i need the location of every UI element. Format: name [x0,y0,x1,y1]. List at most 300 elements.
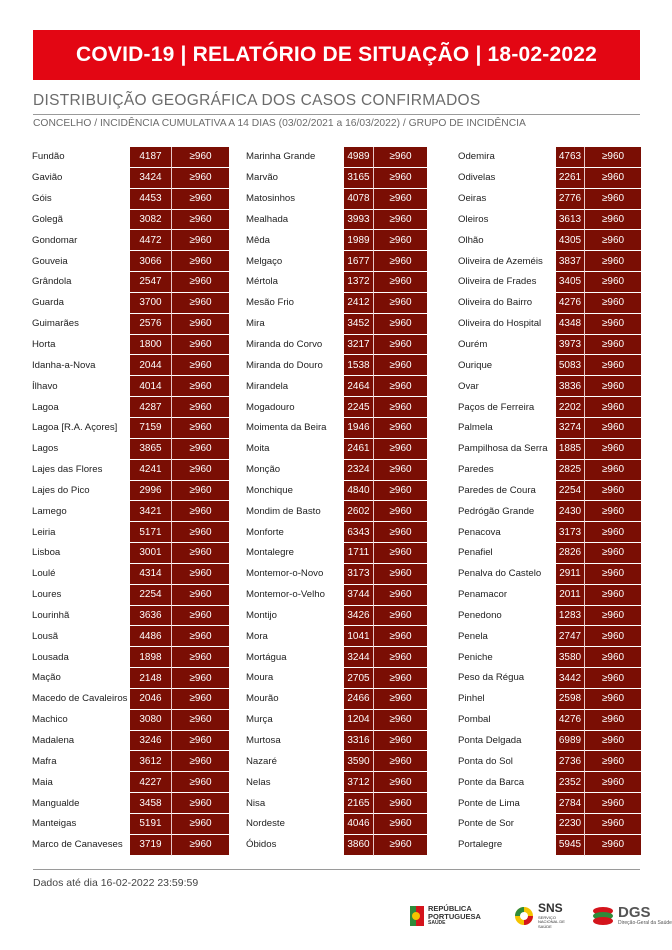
table-column-3 [456,147,641,856]
municipality-name: Oeiras [458,193,487,205]
incidence-value: 3613 [556,210,585,231]
incidence-value: 3700 [130,293,172,314]
incidence-group: ≥960 [585,689,641,710]
incidence-value: 1538 [344,355,374,376]
table-row [30,293,229,314]
table-row [244,189,427,210]
incidence-group: ≥960 [172,814,229,835]
incidence-value: 3274 [556,418,585,439]
sns-subtext: SERVIÇO NACIONAL DE SAÚDE [538,914,565,929]
incidence-group: ≥960 [585,814,641,835]
table-row [30,335,229,356]
municipality-name: Mortágua [246,651,287,663]
incidence-value: 4989 [344,147,374,168]
incidence-group: ≥960 [585,793,641,814]
incidence-value: 3082 [130,210,172,231]
municipality-name: Nelas [246,776,271,788]
table-row [30,397,229,418]
municipality-name: Ponta do Sol [458,755,513,767]
incidence-value: 3580 [556,647,585,668]
table-row [456,314,641,335]
table-row [456,272,641,293]
incidence-value: 3316 [344,731,374,752]
table-row [456,293,641,314]
municipality-name: Penacova [458,526,501,538]
incidence-value: 2202 [556,397,585,418]
incidence-group: ≥960 [172,751,229,772]
incidence-value: 1677 [344,251,374,272]
incidence-value: 4305 [556,230,585,251]
municipality-name: Ovar [458,380,479,392]
table-row [456,647,641,668]
municipality-name: Lagos [32,443,59,455]
municipality-name: Óbidos [246,839,277,851]
municipality-name: Lisboa [32,547,61,559]
table-row [30,647,229,668]
municipality-name: Loures [32,589,62,601]
municipality-name: Oliveira do Bairro [458,297,533,309]
incidence-value: 3244 [344,647,374,668]
incidence-group: ≥960 [172,585,229,606]
incidence-value: 4187 [130,147,172,168]
table-row [30,168,229,189]
incidence-group: ≥960 [374,189,427,210]
table-row [244,772,427,793]
municipality-name: Paços de Ferreira [458,401,535,413]
table-row [456,501,641,522]
incidence-group: ≥960 [172,251,229,272]
divider [33,114,640,115]
incidence-value: 3837 [556,251,585,272]
incidence-value: 2461 [344,439,374,460]
table-row [244,272,427,293]
table-column-1 [30,147,229,856]
incidence-value: 7159 [130,418,172,439]
table-row [456,481,641,502]
municipality-name: Lajes do Pico [32,484,90,496]
incidence-value: 2747 [556,626,585,647]
incidence-value: 2245 [344,397,374,418]
incidence-group: ≥960 [585,355,641,376]
municipality-name: Montalegre [246,547,294,559]
incidence-group: ≥960 [172,793,229,814]
incidence-value: 3712 [344,772,374,793]
incidence-value: 1800 [130,335,172,356]
table-row [244,481,427,502]
incidence-value: 3246 [130,731,172,752]
municipality-name: Paredes de Coura [458,484,536,496]
incidence-value: 2826 [556,543,585,564]
incidence-value: 1989 [344,230,374,251]
table-row [456,689,641,710]
incidence-value: 4472 [130,230,172,251]
municipality-name: Oliveira do Hospital [458,318,542,330]
incidence-group: ≥960 [172,439,229,460]
incidence-group: ≥960 [172,835,229,856]
incidence-group: ≥960 [374,439,427,460]
incidence-value: 3066 [130,251,172,272]
incidence-group: ≥960 [374,835,427,856]
republica-portuguesa-logo [410,905,498,927]
table-row [456,606,641,627]
incidence-value: 2148 [130,668,172,689]
incidence-value: 4227 [130,772,172,793]
table-row [456,626,641,647]
municipality-name: Nisa [246,797,266,809]
incidence-group: ≥960 [374,668,427,689]
incidence-group: ≥960 [172,355,229,376]
table-row [456,585,641,606]
table-row [244,606,427,627]
incidence-value: 2324 [344,460,374,481]
incidence-group: ≥960 [585,168,641,189]
incidence-group: ≥960 [172,230,229,251]
table-row [30,606,229,627]
table-row [244,501,427,522]
incidence-value: 2412 [344,293,374,314]
municipality-name: Fundão [32,151,65,163]
municipality-name: Penamacor [458,589,508,601]
municipality-name: Mirandela [246,380,289,392]
municipality-name: Peso da Régua [458,672,525,684]
incidence-group: ≥960 [374,585,427,606]
municipality-name: Pombal [458,714,491,726]
incidence-value: 5191 [130,814,172,835]
incidence-value: 1372 [344,272,374,293]
dgs-emblem-icon [592,906,614,926]
table-row [456,376,641,397]
municipality-name: Leiria [32,526,56,538]
table-row [244,564,427,585]
incidence-group: ≥960 [374,710,427,731]
incidence-group: ≥960 [374,522,427,543]
incidence-value: 3173 [344,564,374,585]
incidence-value: 5083 [556,355,585,376]
incidence-group: ≥960 [374,481,427,502]
incidence-group: ≥960 [172,626,229,647]
table-row [30,731,229,752]
table-row [30,230,229,251]
table-column-2 [244,147,427,856]
table-row [244,522,427,543]
table-row [244,731,427,752]
municipality-name: Gavião [32,172,63,184]
municipality-name: Lamego [32,505,67,517]
incidence-value: 3165 [344,168,374,189]
incidence-group: ≥960 [172,543,229,564]
incidence-group: ≥960 [172,501,229,522]
incidence-group: ≥960 [585,481,641,502]
incidence-group: ≥960 [585,522,641,543]
municipality-name: Ourém [458,338,488,350]
incidence-group: ≥960 [585,147,641,168]
table-row [30,355,229,376]
municipality-name: Ponta Delgada [458,735,522,747]
incidence-value: 4276 [556,293,585,314]
incidence-group: ≥960 [172,564,229,585]
municipality-name: Ponte de Lima [458,797,520,809]
incidence-value: 1041 [344,626,374,647]
table-row [244,168,427,189]
incidence-group: ≥960 [172,522,229,543]
table-description: CONCELHO / INCIDÊNCIA CUMULATIVA A 14 DIAS (03/02/2021 a 16/03/2022) / GRUPO DE INCIDÊNCIA [33,118,526,129]
municipality-name: Miranda do Douro [246,359,323,371]
incidence-value: 4763 [556,147,585,168]
table-row [244,314,427,335]
municipality-name: Marco de Canaveses [32,839,123,851]
municipality-name: Mangualde [32,797,80,809]
incidence-group: ≥960 [374,814,427,835]
municipality-name: Montemor-o-Novo [246,568,324,580]
table-row [244,585,427,606]
table-row [456,189,641,210]
incidence-value: 4276 [556,710,585,731]
incidence-group: ≥960 [585,835,641,856]
table-row [456,564,641,585]
municipality-name: Pedrógão Grande [458,505,535,517]
incidence-group: ≥960 [374,293,427,314]
table-row [30,418,229,439]
table-row [244,439,427,460]
table-row [244,626,427,647]
incidence-group: ≥960 [585,418,641,439]
table-row [30,460,229,481]
incidence-value: 3424 [130,168,172,189]
table-row [456,439,641,460]
incidence-value: 2044 [130,355,172,376]
table-row [30,314,229,335]
municipality-name: Golegã [32,213,63,225]
incidence-value: 6989 [556,731,585,752]
table-row [30,543,229,564]
incidence-value: 2230 [556,814,585,835]
incidence-value: 4486 [130,626,172,647]
table-row [30,710,229,731]
table-row [244,793,427,814]
table-row [456,168,641,189]
incidence-value: 2911 [556,564,585,585]
incidence-value: 2576 [130,314,172,335]
incidence-group: ≥960 [172,376,229,397]
table-row [456,418,641,439]
incidence-group: ≥960 [172,710,229,731]
incidence-value: 3442 [556,668,585,689]
table-row [456,147,641,168]
municipality-name: Lagoa [32,401,59,413]
municipality-name: Miranda do Corvo [246,338,323,350]
incidence-group: ≥960 [585,564,641,585]
incidence-group: ≥960 [585,585,641,606]
table-row [456,668,641,689]
table-row [30,522,229,543]
incidence-group: ≥960 [374,335,427,356]
incidence-value: 4014 [130,376,172,397]
table-row [244,814,427,835]
incidence-group: ≥960 [374,689,427,710]
municipality-name: Mação [32,672,61,684]
incidence-value: 4287 [130,397,172,418]
incidence-value: 3452 [344,314,374,335]
table-row [30,272,229,293]
sns-logo [514,902,576,930]
municipality-name: Guarda [32,297,64,309]
incidence-value: 2466 [344,689,374,710]
incidence-group: ≥960 [374,606,427,627]
municipality-name: Mesão Frio [246,297,294,309]
incidence-group: ≥960 [585,626,641,647]
municipality-name: Oliveira de Azeméis [458,255,543,267]
incidence-group: ≥960 [374,355,427,376]
incidence-group: ≥960 [585,439,641,460]
incidence-value: 2705 [344,668,374,689]
table-row [244,397,427,418]
incidence-group: ≥960 [172,189,229,210]
municipality-name: Penalva do Castelo [458,568,542,580]
incidence-group: ≥960 [172,647,229,668]
incidence-value: 5945 [556,835,585,856]
incidence-group: ≥960 [374,460,427,481]
section-title: DISTRIBUIÇÃO GEOGRÁFICA DOS CASOS CONFIRMADOS [33,92,481,109]
incidence-group: ≥960 [585,772,641,793]
footer-divider [33,869,640,870]
municipality-name: Macedo de Cavaleiros [32,693,128,705]
municipality-name: Horta [32,338,56,350]
municipality-name: Lagoa [R.A. Açores] [32,422,118,434]
incidence-group: ≥960 [374,230,427,251]
incidence-group: ≥960 [172,606,229,627]
incidence-value: 2547 [130,272,172,293]
table-row [456,230,641,251]
table-row [30,501,229,522]
incidence-value: 2598 [556,689,585,710]
municipality-name: Portalegre [458,839,503,851]
table-row [456,355,641,376]
incidence-value: 3590 [344,751,374,772]
dgs-subtext: Direção-Geral da Saúde [618,920,672,927]
incidence-value: 2011 [556,585,585,606]
incidence-value: 1711 [344,543,374,564]
table-row [30,689,229,710]
municipality-name: Guimarães [32,318,79,330]
incidence-value: 2254 [556,481,585,502]
municipality-name: Maia [32,776,53,788]
municipality-name: Ourique [458,359,493,371]
table-row [30,189,229,210]
incidence-group: ≥960 [585,189,641,210]
incidence-value: 3458 [130,793,172,814]
municipality-name: Ílhavo [32,380,58,392]
table-row [30,564,229,585]
incidence-value: 4241 [130,460,172,481]
municipality-name: Odivelas [458,172,496,184]
incidence-group: ≥960 [585,751,641,772]
incidence-value: 4078 [344,189,374,210]
incidence-group: ≥960 [585,230,641,251]
report-title: COVID-19 | RELATÓRIO DE SITUAÇÃO | 18-02-2022 [76,43,597,66]
table-row [456,710,641,731]
incidence-group: ≥960 [585,543,641,564]
incidence-value: 2776 [556,189,585,210]
incidence-value: 2430 [556,501,585,522]
incidence-value: 4314 [130,564,172,585]
incidence-value: 3421 [130,501,172,522]
table-row [456,731,641,752]
incidence-group: ≥960 [374,626,427,647]
incidence-group: ≥960 [374,772,427,793]
incidence-value: 3993 [344,210,374,231]
incidence-value: 3860 [344,835,374,856]
incidence-value: 2996 [130,481,172,502]
incidence-value: 3080 [130,710,172,731]
municipality-name: Pinhel [458,693,485,705]
incidence-group: ≥960 [374,543,427,564]
municipality-name: Pampilhosa da Serra [458,443,548,455]
table-row [244,418,427,439]
incidence-group: ≥960 [172,397,229,418]
table-row [456,543,641,564]
municipality-name: Moura [246,672,274,684]
table-row [30,481,229,502]
incidence-value: 3719 [130,835,172,856]
municipality-name: Mira [246,318,265,330]
incidence-value: 2464 [344,376,374,397]
table-row [456,814,641,835]
incidence-value: 2352 [556,772,585,793]
municipality-name: Mora [246,630,268,642]
table-row [456,522,641,543]
incidence-group: ≥960 [172,481,229,502]
municipality-name: Mourão [246,693,279,705]
table-row [30,626,229,647]
table-row [30,210,229,231]
municipality-name: Montemor-o-Velho [246,589,325,601]
table-row [244,668,427,689]
municipality-name: Oleiros [458,213,489,225]
republica-text: REPÚBLICA PORTUGUESA [428,903,481,922]
incidence-value: 3612 [130,751,172,772]
incidence-group: ≥960 [374,501,427,522]
incidence-value: 1204 [344,710,374,731]
incidence-value: 1885 [556,439,585,460]
municipality-name: Mértola [246,276,278,288]
incidence-group: ≥960 [585,606,641,627]
municipality-name: Montijo [246,609,277,621]
incidence-group: ≥960 [172,335,229,356]
municipality-name: Penela [458,630,488,642]
municipality-name: Peniche [458,651,493,663]
municipality-name: Nazaré [246,755,277,767]
table-row [30,835,229,856]
incidence-value: 1283 [556,606,585,627]
table-row [244,710,427,731]
incidence-value: 2825 [556,460,585,481]
table-row [244,251,427,272]
municipality-name: Mafra [32,755,57,767]
incidence-value: 3636 [130,606,172,627]
table-row [244,689,427,710]
incidence-group: ≥960 [585,314,641,335]
municipality-name: Marvão [246,172,278,184]
incidence-group: ≥960 [172,147,229,168]
municipality-name: Melgaço [246,255,283,267]
incidence-value: 2261 [556,168,585,189]
sns-emblem-icon [514,906,534,926]
incidence-group: ≥960 [585,460,641,481]
municipality-name: Marinha Grande [246,151,316,163]
table-row [244,835,427,856]
municipality-name: Lajes das Flores [32,464,103,476]
table-row [244,460,427,481]
